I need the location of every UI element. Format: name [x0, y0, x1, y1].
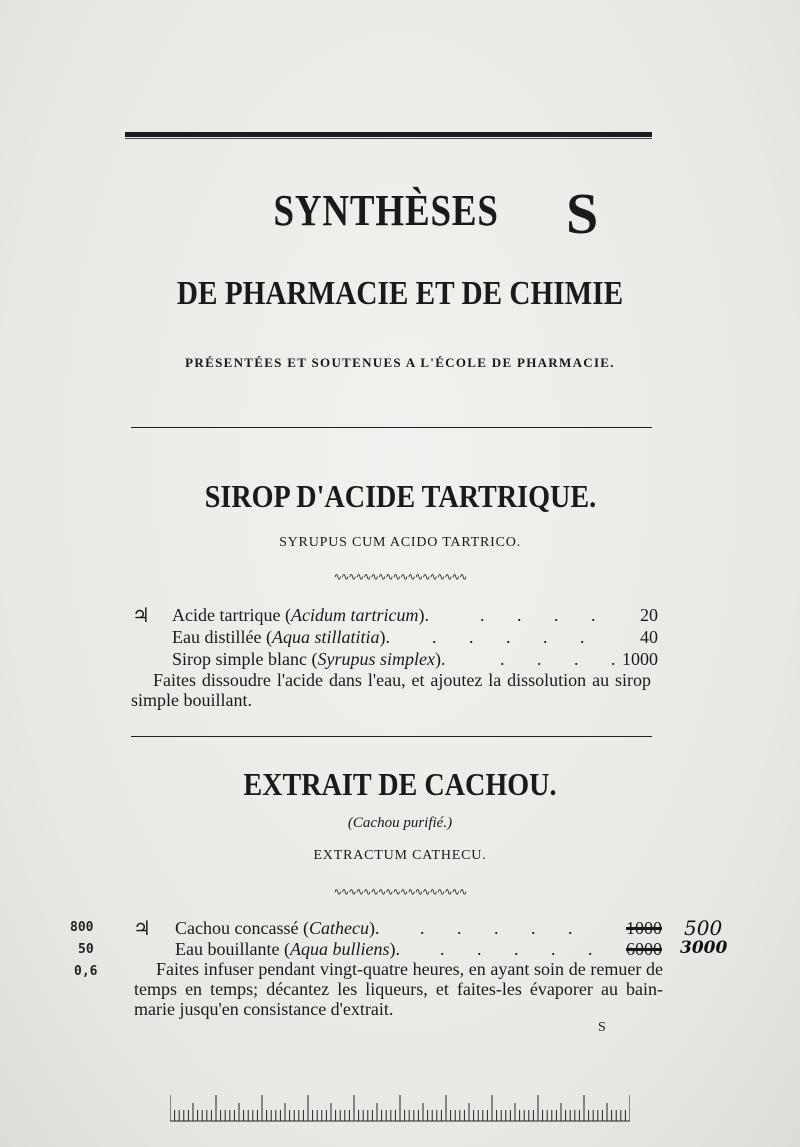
rx-icon: ♃	[133, 916, 151, 940]
ingredient-latin: Syrupus simplex	[317, 649, 435, 669]
margin-note: 800	[70, 920, 94, 935]
scale-ruler	[170, 1094, 630, 1122]
handwritten-qty: 500	[684, 916, 723, 940]
ingredient-name: Eau distillée (	[172, 627, 272, 647]
ingredient-row	[172, 649, 445, 670]
divider-1	[131, 427, 652, 428]
section2-title-text: EXTRAIT DE CACHOU.	[243, 766, 557, 802]
top-rule	[125, 132, 652, 137]
ingredient-close: ).	[434, 649, 446, 669]
section2-subtitle: (Cachou purifié.)	[347, 815, 453, 831]
leader-dots: . . . . .	[420, 918, 587, 938]
section-letter: S	[566, 181, 599, 246]
section1-title-text: SIROP D'ACIDE TARTRIQUE.	[204, 478, 596, 514]
ingredient-close: ).	[418, 605, 429, 625]
top-rule-inner	[125, 138, 652, 139]
ingredient-name: Eau bouillante (	[175, 939, 290, 959]
section2-instructions: Faites infuser pendant vingt-quatre heures, en ayant soin de remuer de temps en temps; décantez les liqueurs, et faites-les évaporer au bain-marie jusqu'en consistance d'extrait.	[134, 959, 663, 1019]
ingredient-latin: Cathecu	[308, 918, 369, 938]
ingredient-latin: Aqua bulliens	[289, 939, 390, 959]
ingredient-qty: 1000	[622, 649, 658, 669]
flourish-1: ∿∿∿∿∿∿∿∿∿∿∿∿∿∿∿∿∿∿	[333, 572, 467, 583]
signature-mark: S	[598, 1020, 606, 1035]
ingredient-close: ).	[389, 939, 400, 959]
section2-title	[0, 766, 800, 803]
margin-note: 0,6	[74, 964, 98, 979]
rx-icon: ♃	[132, 603, 150, 627]
leader-dots: . . . .	[480, 605, 610, 625]
margin-note: 50	[78, 942, 94, 957]
ingredient-qty-struck: 1000	[626, 918, 662, 938]
presented-line: PRÉSENTÉES ET SOUTENUES A L'ÉCOLE DE PHARMACIE.	[185, 355, 615, 370]
divider-2	[131, 736, 652, 737]
leader-dots: . . . . .	[432, 627, 599, 647]
ingredient-name: Acide tartrique (	[172, 605, 291, 625]
section1-instructions: Faites dissoudre l'acide dans l'eau, et ajoutez la dissolution au sirop simple bouillant.	[131, 670, 651, 710]
leader-dots: . . . .	[500, 649, 630, 669]
ingredient-qty: 20	[640, 605, 658, 625]
ingredient-name: Cachou concassé (	[175, 918, 309, 938]
handwritten-qty: 3000	[680, 938, 728, 958]
bleed-through-text	[120, 160, 640, 180]
ingredient-name: Sirop simple blanc (	[172, 649, 318, 669]
ingredient-qty-struck: 6000	[626, 939, 662, 959]
ingredient-row	[175, 918, 379, 939]
ingredient-row	[175, 939, 400, 960]
ingredient-qty: 40	[640, 627, 658, 647]
ingredient-row	[172, 627, 390, 648]
ingredient-latin: Acidum tartricum	[290, 605, 419, 625]
page-title-row	[0, 185, 800, 236]
page-title: SYNTHÈSES	[273, 186, 499, 235]
ingredient-close: ).	[368, 918, 380, 938]
ingredient-latin: Aqua stillatitia	[271, 627, 380, 647]
ingredient-close: ).	[379, 627, 390, 647]
ingredient-row	[172, 605, 429, 626]
section1-title	[0, 478, 800, 515]
flourish-2: ∿∿∿∿∿∿∿∿∿∿∿∿∿∿∿∿∿∿	[333, 887, 467, 898]
section1-latin: SYRUPUS CUM ACIDO TARTRICO.	[279, 535, 521, 550]
page-subtitle: DE PHARMACIE ET DE CHIMIE	[176, 275, 624, 312]
leader-dots: . . . . .	[440, 939, 607, 959]
section2-latin: EXTRACTUM CATHECU.	[313, 848, 487, 863]
